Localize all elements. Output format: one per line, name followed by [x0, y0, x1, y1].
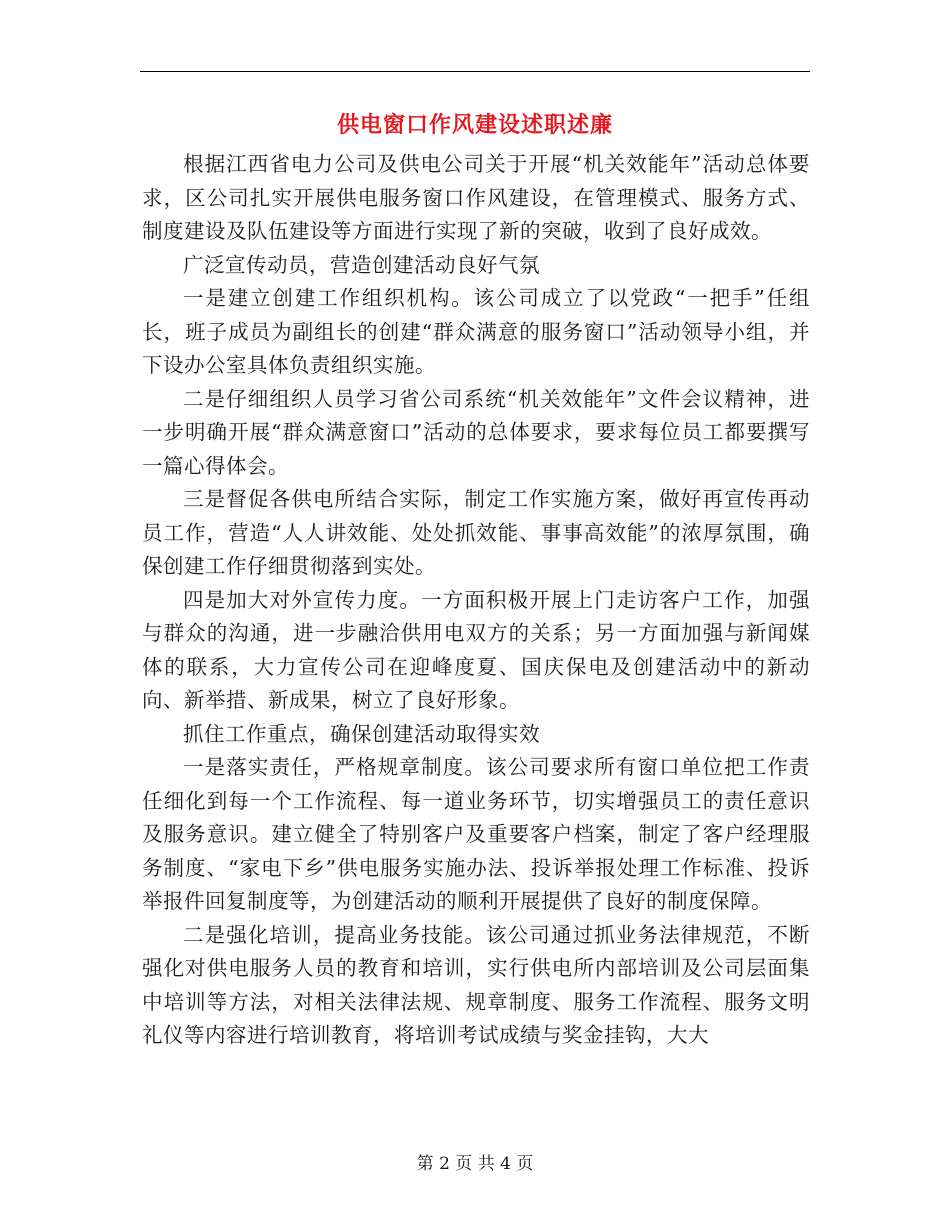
paragraph-point-4: 四是加大对外宣传力度。一方面积极开展上门走访客户工作，加强与群众的沟通，进一步融洽供用电双方的关系；另一方面加强与新闻媒体的联系，大力宣传公司在迎峰度夏、国庆保电及创建活动中的新动向、新举措、新成果，树立了良好形象。 [142, 587, 810, 712]
section-heading-focus: 抓住工作重点，确保创建活动取得实效 [183, 721, 540, 746]
paragraph-responsibility: 一是落实责任，严格规章制度。该公司要求所有窗口单位把工作责任细化到每一个工作流程、每一道业务环节，切实增强员工的责任意识及服务意识。建立健全了特别客户及重要客户档案，制定了客户经理服务制度、“家电下乡”供电服务实施办法、投诉举报处理工作标准、投诉举报件回复制度等，为创建活动的顺利开展提供了良好的制度保障。 [142, 755, 810, 913]
paragraph-point-3: 三是督促各供电所结合实际，制定工作实施方案，做好再宣传再动员工作，营造“人人讲效能、处处抓效能、事事高效能”的浓厚氛围，确保创建工作仔细贯彻落到实处。 [142, 487, 810, 578]
paragraph-point-2: 二是仔细组织人员学习省公司系统“机关效能年”文件会议精神，进一步明确开展“群众满意窗口”活动的总体要求，要求每位员工都要撰写一篇心得体会。 [142, 386, 810, 478]
section-heading-publicity: 广泛宣传动员，营造创建活动良好气氛 [183, 252, 540, 277]
paragraph-intro: 根据江西省电力公司及供电公司关于开展“机关效能年”活动总体要求，区公司扎实开展供电服务窗口作风建设，在管理模式、服务方式、制度建设及队伍建设等方面进行实现了新的突破，收到了良好成效。 [142, 152, 810, 243]
document-title: 供电窗口作风建设述职述廉 [336, 112, 613, 138]
header-rule [140, 71, 810, 72]
paragraph-point-1: 一是建立创建工作组织机构。该公司成立了以党政“一把手”任组长，班子成员为副组长的创建“群众满意的服务窗口”活动领导小组，并下设办公室具体负责组织实施。 [142, 286, 810, 377]
page-number: 第 2 页 共 4 页 [416, 1154, 534, 1174]
paragraph-training: 二是强化培训，提高业务技能。该公司通过抓业务法律规范，不断强化对供电服务人员的教育和培训，实行供电所内部培训及公司层面集中培训等方法，对相关法律法规、规章制度、服务工作流程、服务文明礼仪等内容进行培训教育，将培训考试成绩与奖金挂钩，大大 [142, 922, 810, 1047]
document-body [142, 148, 810, 1053]
